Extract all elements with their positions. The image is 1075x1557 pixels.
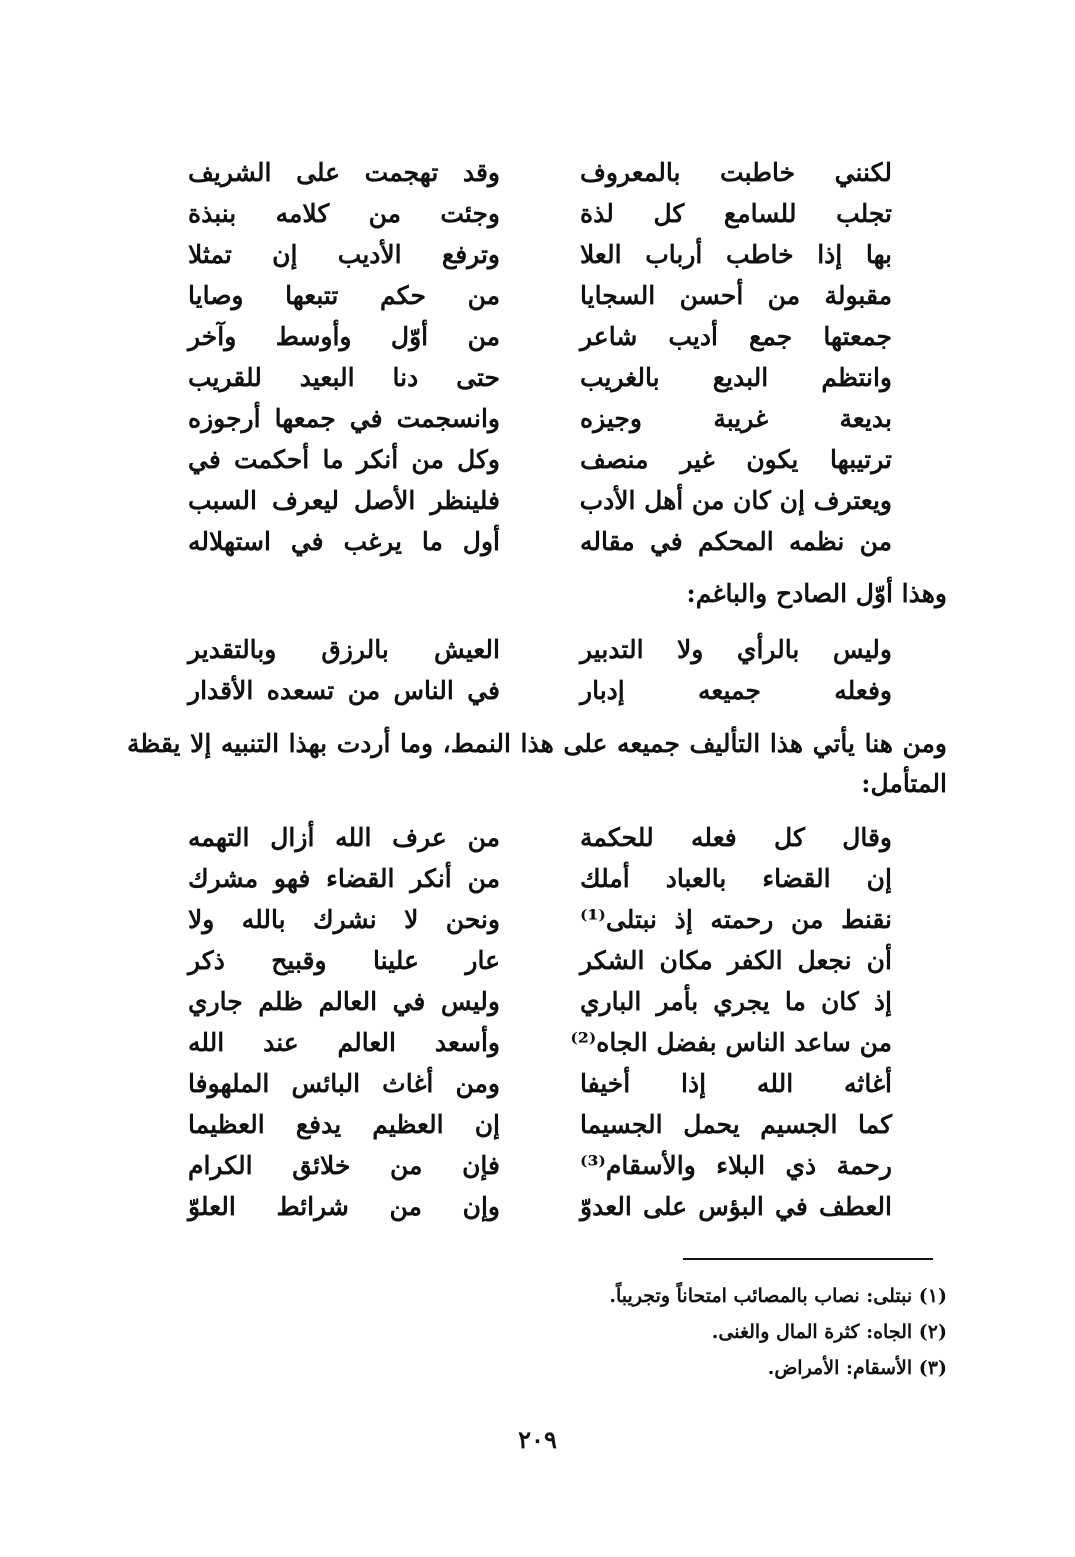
verse-hemistich-second: لكنني خاطبت بالمعروف <box>580 158 892 187</box>
verse-hemistich-first: من عرف الله أزال التهمه <box>188 823 500 852</box>
verse-hemistich-second: من نظمه المحكم في مقاله <box>580 527 892 556</box>
verse-hemistich-first: حتى دنا البعيد للقريب <box>188 363 500 392</box>
verse-line <box>0 1145 1075 1186</box>
verse-hemistich-second: من ساعد الناس بفضل الجاه⁽²⁾ <box>570 1028 892 1057</box>
verse-hemistich-second: إن القضاء بالعباد أملك <box>580 864 892 893</box>
verse-line <box>0 1063 1075 1104</box>
verse-line <box>0 670 1075 711</box>
footnote-1: (١) نبتلى: نصاب بالمصائب امتحاناً وتجريباً. <box>609 1285 947 1307</box>
verse-line <box>0 817 1075 858</box>
verse-hemistich-first: ونحن لا نشرك بالله ولا <box>188 905 500 934</box>
verse-hemistich-second: جمعتها جمع أديب شاعر <box>580 322 892 351</box>
verse-hemistich-first: وقد تهجمت على الشريف <box>188 158 500 187</box>
verse-line <box>0 521 1075 562</box>
footnotes <box>127 1278 947 1386</box>
verse-hemistich-second: رحمة ذي البلاء والأسقام⁽³⁾ <box>580 1151 892 1180</box>
verse-hemistich-second: مقبولة من أحسن السجايا <box>580 281 892 310</box>
verse-hemistich-first: وكل من أنكر ما أحكمت في <box>188 445 500 474</box>
poem-2 <box>0 629 1075 711</box>
verse-line <box>0 981 1075 1022</box>
verse-line <box>0 193 1075 234</box>
verse-hemistich-first: وترفع الأديب إن تمثلا <box>188 240 500 269</box>
verse-hemistich-second: بديعة غريبة وجيزه <box>580 404 892 433</box>
page-number: ٢٠٩ <box>518 1425 557 1454</box>
verse-line <box>0 398 1075 439</box>
verse-line <box>0 899 1075 940</box>
verse-line <box>0 316 1075 357</box>
verse-hemistich-second: بها إذا خاطب أرباب العلا <box>580 240 892 269</box>
verse-hemistich-first: وانسجمت في جمعها أرجوزه <box>188 404 500 433</box>
verse-line <box>0 858 1075 899</box>
verse-hemistich-second: وانتظم البديع بالغريب <box>580 363 892 392</box>
poem-1 <box>0 152 1075 562</box>
verse-hemistich-first: ومن أغاث البائس الملهوفا <box>188 1069 500 1098</box>
verse-hemistich-first: وليس في العالم ظلم جاري <box>188 987 500 1016</box>
verse-line <box>0 940 1075 981</box>
footnote-divider <box>683 1258 933 1260</box>
verse-hemistich-second: العطف في البؤس على العدوّ <box>580 1192 892 1221</box>
verse-hemistich-second: ويعترف إن كان من أهل الأدب <box>579 486 892 515</box>
verse-hemistich-first: إن العظيم يدفع العظيما <box>188 1110 500 1139</box>
verse-hemistich-second: أغاثه الله إذا أخيفا <box>580 1069 892 1098</box>
verse-line <box>0 152 1075 193</box>
prose-paragraph: ومن هنا يأتي هذا التأليف جميعه على هذا النمط، وما أردت بهذا التنبيه إلا يقظة المتأمل: <box>127 729 948 798</box>
verse-hemistich-first: فإن من خلائق الكرام <box>188 1151 500 1180</box>
verse-hemistich-second: تجلب للسامع كل لذة <box>580 199 892 228</box>
verse-hemistich-first: في الناس من تسعده الأقدار <box>188 676 500 705</box>
verse-hemistich-first: من حكم تتبعها وصايا <box>188 281 500 310</box>
verse-hemistich-second: وليس بالرأي ولا التدبير <box>580 635 892 664</box>
verse-hemistich-second: كما الجسيم يحمل الجسيما <box>580 1110 892 1139</box>
verse-hemistich-second: وقال كل فعله للحكمة <box>580 823 892 852</box>
verse-hemistich-second: نقنط من رحمته إذ نبتلى⁽¹⁾ <box>580 905 892 934</box>
intro-line: وهذا أوّل الصادح والباغم: <box>686 579 947 608</box>
verse-hemistich-first: أول ما يرغب في استهلاله <box>188 527 500 556</box>
verse-hemistich-first: وأسعد العالم عند الله <box>188 1028 500 1057</box>
verse-hemistich-first: عار علينا وقبيح ذكر <box>188 946 500 975</box>
footnote-2: (٢) الجاه: كثرة المال والغنى. <box>711 1321 947 1343</box>
verse-line <box>0 1186 1075 1227</box>
verse-hemistich-first: من أنكر القضاء فهو مشرك <box>188 864 500 893</box>
verse-line <box>0 439 1075 480</box>
footnote-3: (٣) الأسقام: الأمراض. <box>767 1357 947 1379</box>
verse-line <box>0 357 1075 398</box>
verse-hemistich-second: إذ كان ما يجري بأمر الباري <box>580 987 892 1016</box>
verse-hemistich-second: أن نجعل الكفر مكان الشكر <box>580 946 892 975</box>
verse-line <box>0 1022 1075 1063</box>
verse-hemistich-first: العيش بالرزق وبالتقدير <box>188 635 500 664</box>
verse-line <box>0 234 1075 275</box>
poem-3 <box>0 817 1075 1227</box>
verse-line <box>0 480 1075 521</box>
verse-line <box>0 275 1075 316</box>
verse-hemistich-first: وإن من شرائط العلوّ <box>188 1192 500 1221</box>
verse-line <box>0 629 1075 670</box>
verse-hemistich-first: فلينظر الأصل ليعرف السبب <box>188 486 500 515</box>
verse-hemistich-first: وجئت من كلامه بنبذة <box>188 199 500 228</box>
verse-line <box>0 1104 1075 1145</box>
verse-hemistich-second: وفعله جميعه إدبار <box>580 676 892 705</box>
verse-hemistich-first: من أوّل وأوسط وآخر <box>188 322 500 351</box>
verse-hemistich-second: ترتيبها يكون غير منصف <box>580 445 892 474</box>
